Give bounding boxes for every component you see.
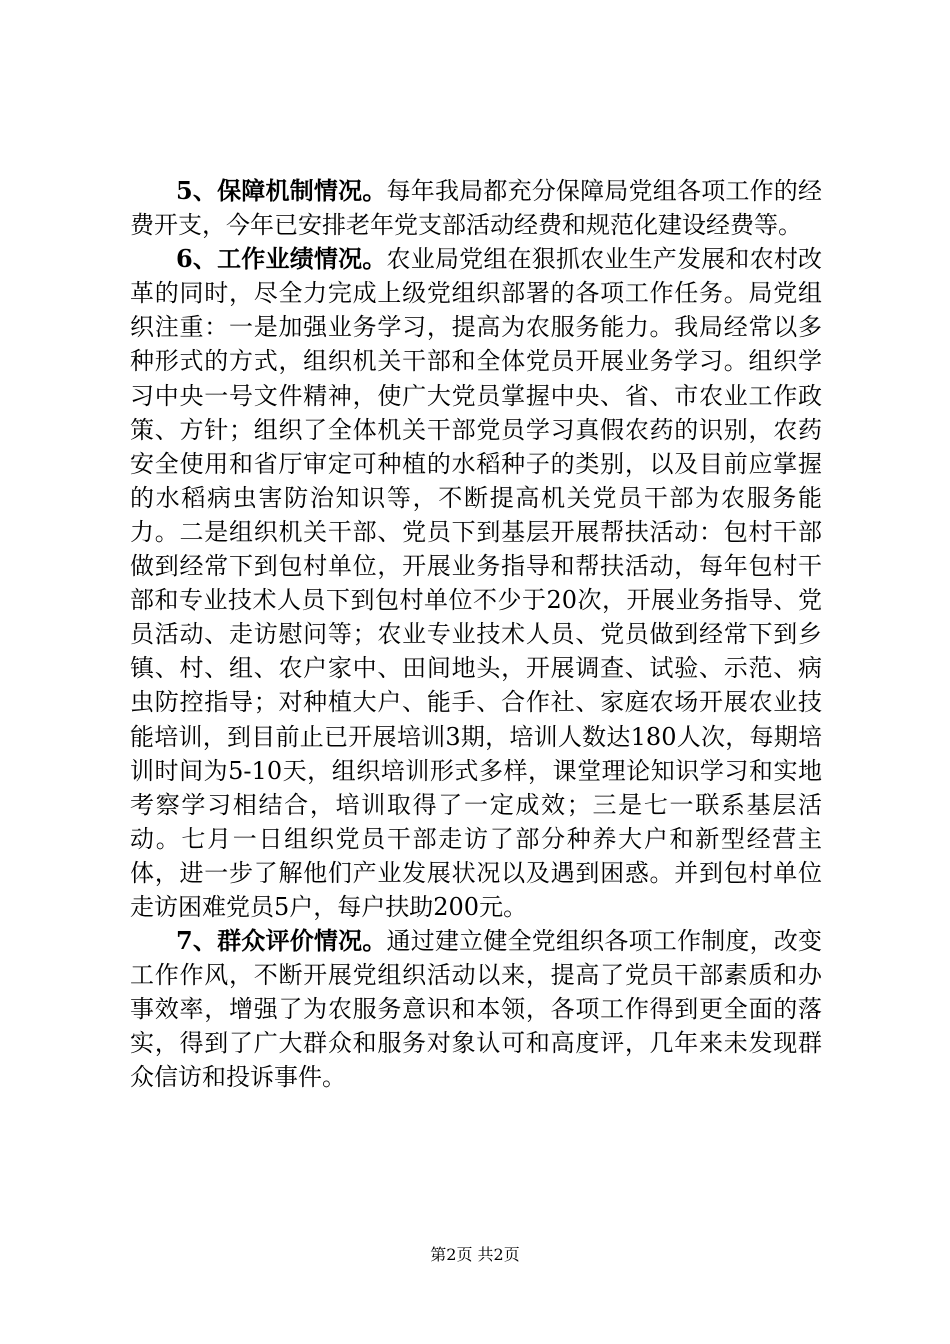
document-body [130,174,822,1095]
paragraph-text: 通过建立健全党组织各项工作制度，改变工作作风，不断开展党组织活动以来，提高了党员干部素质和办事效率，增强了为农服务意识和本领，各项工作得到更全面的落实，得到了广大群众和服务对象认可和高度评，几年来未发现群众信访和投诉事件。 [130,927,823,1092]
paragraph-work-performance [130,242,822,924]
page-number-footer: 第2页 共2页 [430,1245,520,1264]
paragraph-text: 每年我局都充分保障局党组各项工作的经费开支，今年已安排老年党支部活动经费和规范化建设经费等。 [130,177,823,240]
paragraph-text: 农业局党组在狠抓农业生产发展和农村改革的同时，尽全力完成上级党组织部署的各项工作任务。局党组织注重：一是加强业务学习，提高为农服务能力。我局经常以多种形式的方式，组织机关干部和全体党员开展业务学习。组织学习中央一号文件精神，使广大党员掌握中央、省、市农业工作政策、方针；组织了全体机关干部党员学习真假农药的识别，农药安全使用和省厅审定可种植的水稻种子的类别，以及目前应掌握的水稻病虫害防治知识等，不断提高机关党员干部为农服务能力。二是组织机关干部、党员下到基层开展帮扶活动：包村干部做到经常下到包村单位，开展业务指导和帮扶活动，每年包村干部和专业技术人员下到包村单位不少于20次，开展业务指导、党员活动、走访慰问等；农业专业技术人员、党员做到经常下到乡镇、村、组、农户家中、田间地头，开展调查、试验、示范、病虫防控指导；对种植大户、能手、合作社、家庭农场开展农业技能培训，到目前止已开展培训3期，培训人数达180人次，每期培训时间为5-10天，组织培训形式多样，课堂理论知识学习和实地考察学习相结合，培训取得了一定成效；三是七一联系基层活动。七月一日组织党员干部走访了部分种养大户和新型经营主体，进一步了解他们产业发展状况以及遇到困惑。并到包村单位走访困难党员5户，每户扶助200元。 [130,245,823,921]
paragraph-heading: 6、工作业绩情况。 [176,244,387,274]
paragraph-guarantee-mechanism [130,174,822,242]
paragraph-public-evaluation [130,924,822,1094]
paragraph-heading: 7、群众评价情况。 [176,926,387,956]
paragraph-heading: 5、保障机制情况。 [176,176,387,205]
